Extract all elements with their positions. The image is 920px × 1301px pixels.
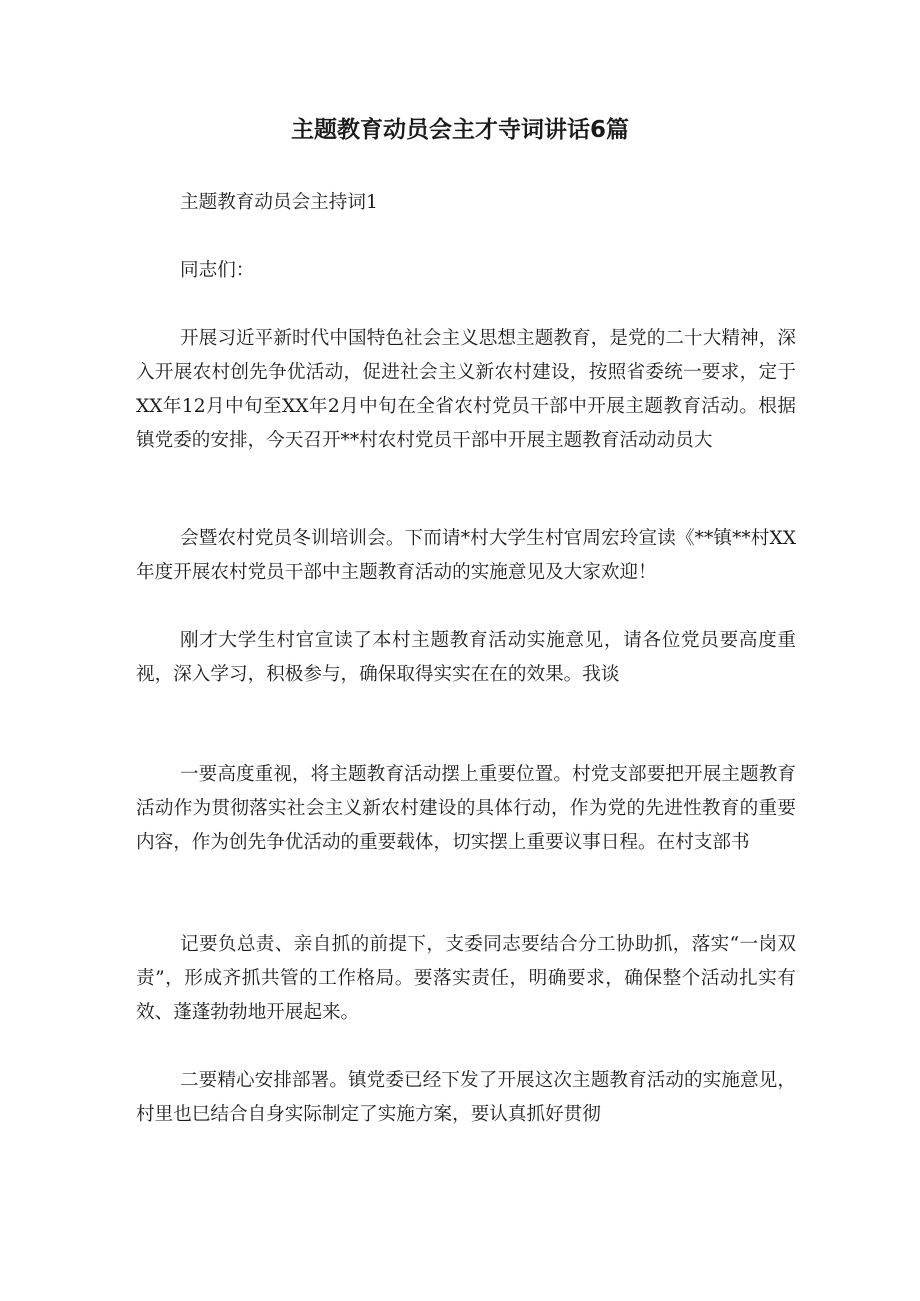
document-title: 主题教育动员会主才寺词讲话6篇 [290,117,629,143]
paragraph-5: 记要负总责、亲自抓的前提下，支委同志要结合分工协助抓，落实“一岗双责”，形成齐抓共管的工作格局。要落实责任，明确要求，确保整个活动扎实有效、蓬蓬勃勃地开展起来。 [136,934,796,1023]
paragraph-4: 一要高度重视，将主题教育活动摆上重要位置。村党支部要把开展主题教育活动作为贯彻落实社会主义新农村建设的具体行动，作为党的先进性教育的重要内容，作为创先争优活动的重要载体，切实摆上重要议事日程。在村支部书 [136,764,796,853]
section-heading: 主题教育动员会主持词1 [180,192,378,213]
paragraph-1: 开展习近平新时代中国特色社会主义思想主题教育，是党的二十大精神，深入开展农村创先争优活动，促进社会主义新农村建设，按照省委统一要求，定于XX年12月中旬至XX年2月中旬在全省农村党员干部中开展主题教育活动。根据镇党委的安排，今天召开**村农村党员干部中开展主题教育活动动员大 [136,328,796,451]
paragraph-2: 会暨农村党员冬训培训会。下而请*村大学生村官周宏玲宣读《**镇**村XX年度开展农村党员干部中主题教育活动的实施意见及大家欢迎！ [136,528,796,583]
paragraph-6: 二要精心安排部署。镇党委已经下发了开展这次主题教育活动的实施意见，村里也巳结合自身实际制定了实施方案，要认真抓好贯彻 [136,1070,796,1125]
salutation: 同志们： [180,260,255,281]
paragraph-3: 刚才大学生村官宣读了本村主题教育活动实施意见，请各位党员要高度重视，深入学习，积极参与，确保取得实实在在的效果。我谈 [136,630,796,685]
